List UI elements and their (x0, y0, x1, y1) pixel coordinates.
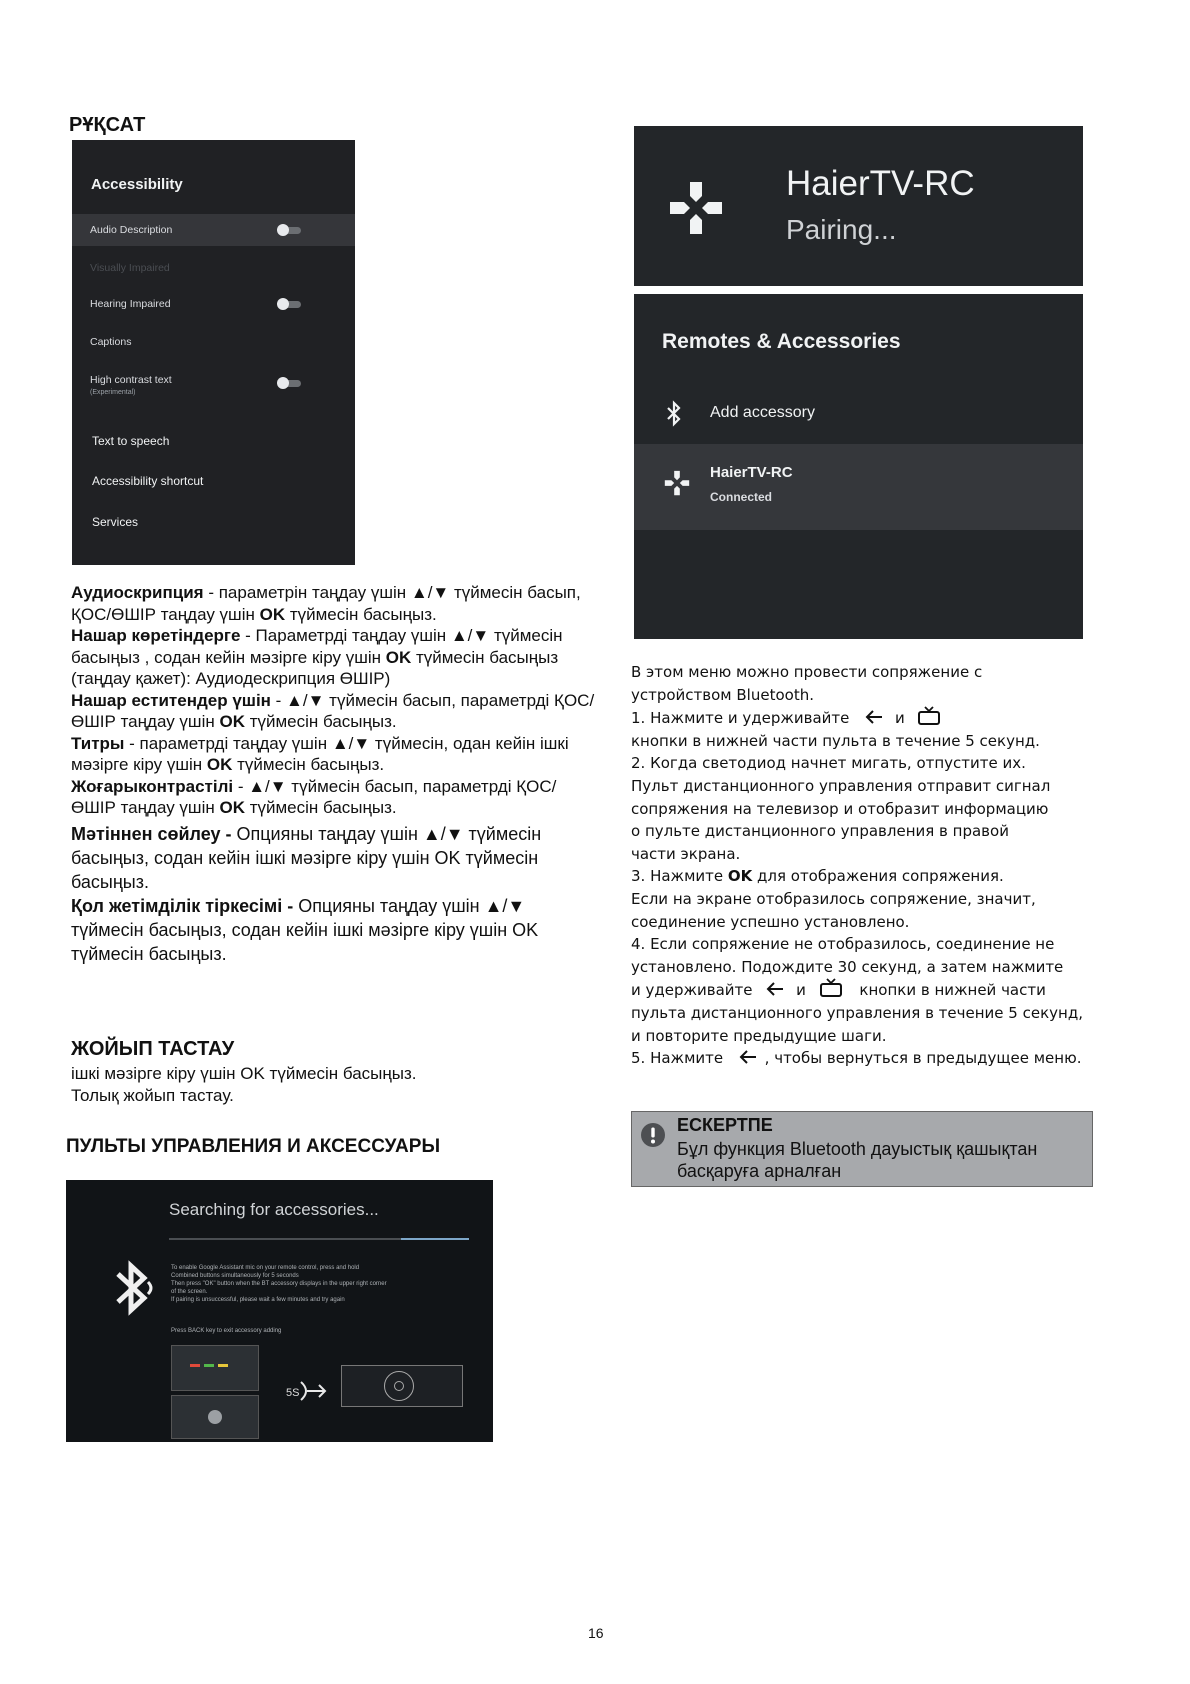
toggle-icon (277, 225, 303, 235)
tv-remote-illustration (341, 1365, 463, 1407)
remotes-accessories-screenshot (634, 294, 1083, 639)
gamepad-icon (662, 468, 692, 498)
pairing-status: Pairing... (786, 214, 897, 245)
menu-item-visually-impaired: Visually Impaired (90, 262, 170, 274)
para-hearing-impaired: Нашар еститендер үшін - ▲/▼ түймесін басып, параметрді ҚОС/ӨШІР таңдау үшін OK түймесін басыңыз. (71, 690, 595, 731)
gamepad-icon (664, 176, 728, 240)
menu-item-audio-description: Audio Description (72, 214, 355, 246)
menu-item-hearing-impaired: Hearing Impaired (72, 298, 355, 318)
warning-icon (640, 1122, 666, 1148)
delete-description (71, 1063, 591, 1106)
menu-item-high-contrast: High contrast text (Experimental) (72, 374, 355, 404)
device-name: HaierTV-RC (786, 164, 975, 203)
remote-hands-illustration (171, 1395, 259, 1439)
searching-accessories-screenshot (66, 1180, 493, 1442)
accessibility-description (71, 582, 596, 966)
accessibility-screenshot (72, 140, 355, 565)
para-audio-description: Аудиоскрипция - параметрін таңдау үшін ▲/▼ түймесін басып, ҚОС/ӨШІР таңдау үшін OK түймесін басыңыз. (71, 583, 581, 624)
search-instructions: To enable Google Assistant mic on your remote control, press and hold Combined buttons simultaneously for 5 seconds Then press "OK" button when the BT accessory displays in the upper right corner of the screen. If pairing is unsuccessful, please wait a few minutes and try again (171, 1265, 387, 1303)
delete-line-2: Толық жойып тастау. (71, 1085, 234, 1105)
para-high-contrast: Жоғарыконтрастілі - ▲/▼ түймесін басып, параметрді ҚОС/ӨШІР таңдау үшін OK түймесін басыңыз. (71, 776, 557, 817)
menu-item-captions: Captions (90, 336, 132, 348)
back-arrow-icon (738, 1049, 758, 1065)
menu-item-services: Services (92, 515, 139, 529)
accessibility-title: Accessibility (91, 176, 183, 193)
para-accessibility-shortcut: Қол жетімділік тіркесімі - Опцияны таңдау үшін ▲/▼ түймесін басыңыз, содан кейін ішкі мәзірге кіру үшін OK түймесін басыңыз. (71, 895, 539, 964)
section-title-delete: ЖОЙЫП ТАСТАУ (71, 1038, 235, 1060)
bluetooth-icon (114, 1258, 156, 1318)
connected-device-name: HaierTV-RC (710, 464, 793, 481)
connected-status: Connected (710, 490, 773, 504)
para-captions: Титры - параметрді таңдау үшін ▲/▼ түймесін, одан кейін ішкі мәзірге кіру үшін OK түймесін басыңыз. (71, 733, 569, 774)
toggle-icon (277, 299, 303, 309)
tv-icon (917, 706, 941, 726)
note-text: Бұл функция Bluetooth дауыстық қашықтан басқаруға арналған (677, 1139, 1038, 1181)
remotes-title: Remotes & Accessories (662, 330, 901, 353)
add-accessory-item: Add accessory (710, 404, 815, 421)
remote-buttons-illustration (171, 1345, 259, 1391)
note-box (631, 1111, 1093, 1187)
back-arrow-icon (864, 709, 884, 725)
section-title-remotes: ПУЛЬТЫ УПРАВЛЕНИЯ И АКСЕССУАРЫ (66, 1136, 441, 1157)
bluetooth-icon (666, 400, 682, 428)
section-title-ruksat: РҰҚСАТ (69, 114, 146, 136)
toggle-icon (277, 378, 303, 388)
searching-heading: Searching for accessories... (169, 1200, 379, 1219)
step-3-line: 3. Нажмите OK для отображения сопряжения. (631, 867, 1004, 886)
tv-icon (819, 978, 843, 998)
pairing-screenshot (634, 126, 1083, 286)
step-1-line: 1. Нажмите и удерживайте и (631, 706, 1101, 730)
para-text-to-speech: Мәтіннен сөйлеу - Опцияны таңдау үшін ▲/▼ түймесін басыңыз, содан кейін ішкі мәзірге кіру үшін OK түймесін басыңыз. (71, 823, 542, 892)
menu-item-accessibility-shortcut: Accessibility shortcut (92, 474, 204, 488)
timer-label: 5S (286, 1387, 300, 1399)
connected-device-row (634, 444, 1083, 530)
delete-line-1: ішкі мәзірге кіру үшін OK түймесін басыңыз. (71, 1064, 417, 1083)
progress-fill (401, 1238, 469, 1240)
back-arrow-icon (765, 981, 785, 997)
note-title: ЕСКЕРТПЕ (677, 1115, 773, 1135)
step-4-buttons-line: и удерживайте и кнопки в нижней части (631, 978, 1101, 1002)
page-number: 16 (588, 1625, 604, 1641)
press-back-text: Press BACK key to exit accessory adding (171, 1328, 282, 1334)
menu-item-text-to-speech: Text to speech (92, 434, 170, 448)
para-visually-impaired: Нашар көретіндерге - Параметрді таңдау үшін ▲/▼ түймесін басыңыз , содан кейін мәзірге кіру үшін OK түймесін басыңыз (таңдау қажет): Аудиодескрипция ӨШІР) (71, 626, 563, 688)
russian-instructions: В этом меню можно провести сопряжение с устройством Bluetooth. 1. Нажмите и удерживайте и кнопки в нижней части пульта в течение 5 секунд. 2. Когда светодиод начнет мигать, отпустите их. Пульт дистанционного управления отправит сигнал сопряжения на телевизор и отобразит информацию о пульте дистанционного управления в правой части экрана. 3. Нажмите OK для отображения сопряжения. Если на экране отобразилось сопряжение, значит, соединение успешно установлено. 4. Если сопряжение не отобразилось, соединение не установлено. Подождите 30 секунд, а затем нажмите и удерживайте и кнопки в нижней части пульта дистанционного управления в течение 5 секунд, и повторите предыдущие шаги. 5. Нажмите , чтобы вернуться в предыдущее меню. (631, 661, 1101, 1070)
step-5-line: 5. Нажмите , чтобы вернуться в предыдущее меню. (631, 1049, 1082, 1068)
arrow-right-icon (299, 1378, 327, 1404)
